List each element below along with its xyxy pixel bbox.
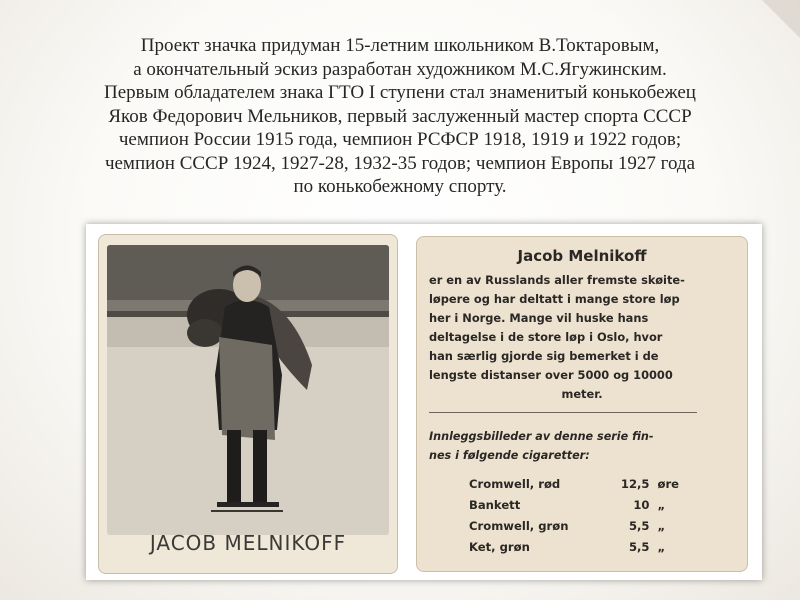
body-line: løpere og har deltatt i mange store løp [429, 292, 680, 306]
body-line: meter. [561, 387, 603, 401]
skater-illustration [107, 245, 389, 535]
unit-cell: „ [657, 539, 666, 554]
unit-cell: „ [657, 518, 666, 533]
front-card-name: JACOB MELNIKOFF [149, 531, 347, 555]
divider [429, 412, 697, 413]
table-row [469, 473, 709, 494]
caption-line: Проект значка придуман 15-летним школьником В.Токтаровым, [140, 35, 660, 56]
back-card-intro [429, 427, 735, 465]
caption-line: Первым обладателем знака ГТО I ступени стал знаменитый конькобежец [104, 82, 696, 103]
brand-cell: Cromwell, rød [469, 476, 561, 491]
skater-photo [107, 245, 389, 535]
price-cell: 12,5 [620, 476, 650, 491]
unit-cell: „ [657, 497, 666, 512]
caption-line: а окончательный эскиз разработан художником М.С.Ягужинским. [133, 58, 667, 80]
price-cell: 5,5 [628, 518, 650, 533]
price-cell: 5,5 [628, 539, 650, 554]
brand-cell: Bankett [469, 497, 521, 512]
back-card-title: Jacob Melnikoff [517, 247, 647, 265]
body-line: lengste distanser over 5000 og 10000 [429, 368, 673, 382]
slide-caption [40, 34, 760, 199]
body-line: han særlig gjorde sig bemerket i de [429, 349, 659, 363]
intro-line: Innleggsbilleder av denne serie fin- [429, 430, 654, 443]
table-row [469, 536, 709, 557]
card-front [98, 234, 398, 574]
body-line: deltagelse i de store løp i Oslo, hvor [429, 330, 663, 344]
caption-line: чемпион России 1915 года, чемпион РСФСР 1918, 1919 и 1922 годов; [118, 129, 682, 150]
body-line: her i Norge. Mange vil huske hans [429, 311, 649, 325]
price-cell: 10 [633, 497, 650, 512]
back-card-body [429, 271, 735, 404]
cigarette-table [469, 473, 709, 557]
card-back [416, 236, 748, 572]
caption-line: Яков Федорович Мельников, первый заслуженный мастер спорта СССР [108, 105, 692, 127]
body-line: er en av Russlands aller fremste skøite- [429, 273, 685, 287]
unit-cell: øre [657, 476, 680, 491]
intro-line: nes i følgende cigaretter: [429, 449, 590, 462]
table-row [469, 494, 709, 515]
brand-cell: Ket, grøn [469, 539, 530, 554]
brand-cell: Cromwell, grøn [469, 518, 569, 533]
caption-line: по конькобежному спорту. [293, 176, 507, 197]
caption-line: чемпион СССР 1924, 1927-28, 1932-35 годов; чемпион Европы 1927 года [104, 152, 696, 174]
table-row [469, 515, 709, 536]
corner-decoration [762, 0, 800, 38]
